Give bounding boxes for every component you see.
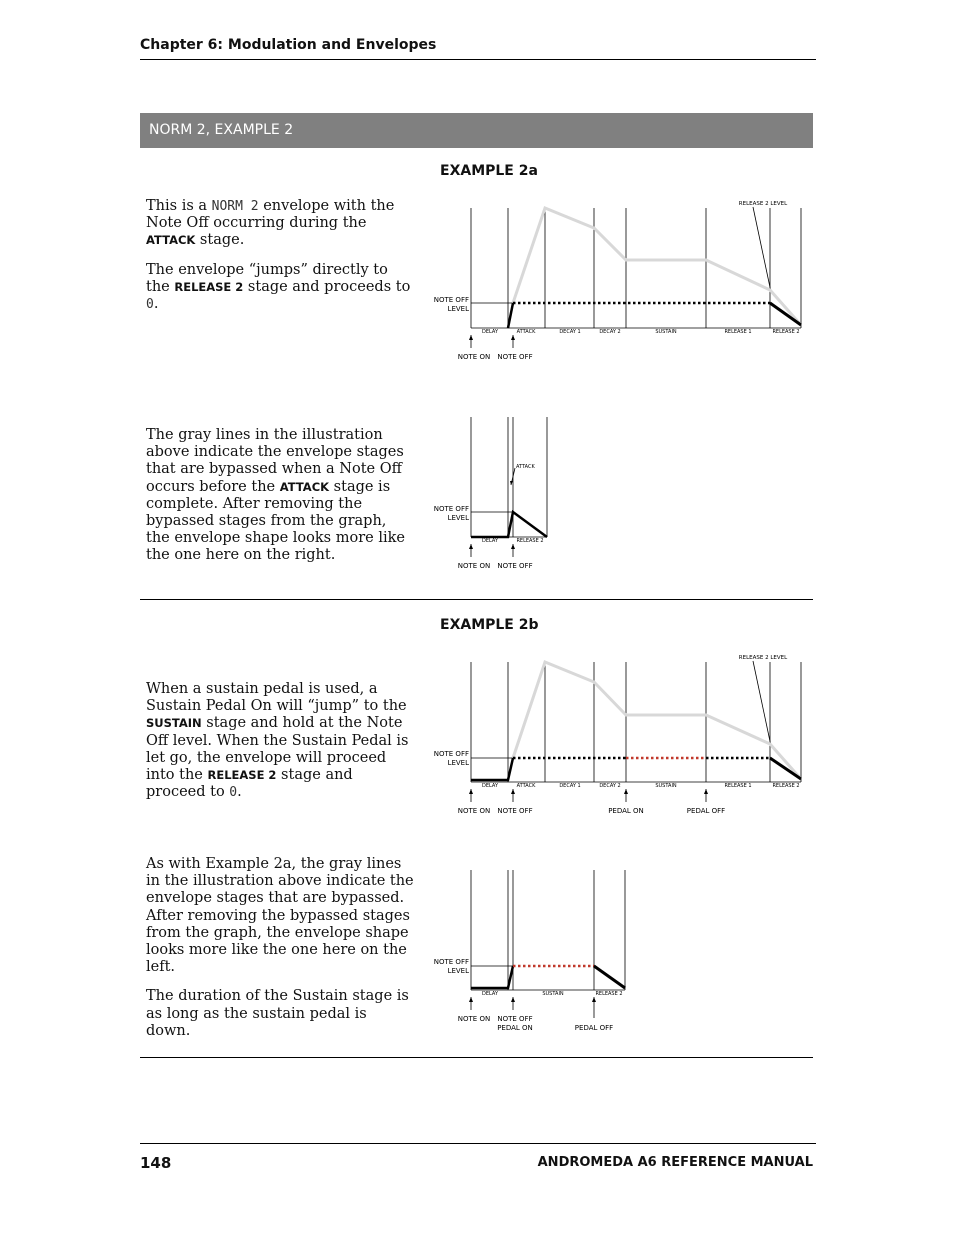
envelope-diagram-2b — [425, 650, 815, 820]
release2-level-label: RELEASE 2 LEVEL — [738, 201, 788, 207]
note-on-label: NOTE ON — [457, 807, 491, 815]
note-on-label: NOTE ON — [457, 1015, 491, 1023]
stage-delay: DELAY — [482, 783, 498, 789]
stage-release2: RELEASE 2 — [516, 538, 544, 544]
stage-sustain: SUSTAIN — [542, 991, 564, 997]
note-off-event-label: NOTE OFF — [497, 353, 533, 361]
example-2a-text — [146, 198, 414, 325]
note-off-event-label: NOTE OFF — [497, 807, 533, 815]
stage-decay2: DECAY 2 — [599, 783, 621, 789]
footer-rule — [140, 1143, 816, 1144]
example-2b-para3: The duration of the Sustain stage is as long as the sustain pedal is down. — [146, 988, 409, 1039]
section-end-rule — [140, 1057, 813, 1058]
stage-delay: DELAY — [482, 329, 498, 335]
example-2b-text — [146, 681, 414, 813]
pedal-on-label: PEDAL ON — [608, 807, 644, 815]
note-off-label: NOTE OFF — [433, 505, 469, 513]
level-label: LEVEL — [447, 514, 469, 522]
envelope-diagram-2a — [425, 195, 815, 370]
stage-decay1: DECAY 1 — [559, 783, 581, 789]
example-2b-para2: As with Example 2a, the gray lines in the illustration above indicate the envelope stages that are bypassed. After removing the bypassed stages from the graph, the envelope shape looks more like the one here on the left. — [146, 856, 414, 976]
manual-title: ANDROMEDA A6 REFERENCE MANUAL — [537, 1155, 813, 1170]
stage-decay1: DECAY 1 — [559, 329, 581, 335]
example-2a-para3: The gray lines in the illustration above indicate the envelope stages that are bypassed when a Note Off occurs before the ATTACK stage is complete. After removing the bypassed stages from the graph, the envelope shape looks more like the one here on the right. — [146, 427, 405, 564]
stage-sustain: SUSTAIN — [655, 329, 677, 335]
pedal-on-label: PEDAL ON — [497, 1024, 533, 1032]
example-2b-para1: When a sustain pedal is used, a Sustain Pedal On will “jump” to the SUSTAIN stage and hold at the Note Off level. When the Sustain Pedal is let go, the envelope will proceed into the RELEASE 2 stage and proceed to 0. — [146, 681, 409, 801]
stage-release2: RELEASE 2 — [595, 991, 623, 997]
note-off-event-label: NOTE OFF — [497, 1015, 533, 1023]
note-off-label: NOTE OFF — [433, 958, 469, 966]
example-2a-para1: This is a NORM 2 envelope with the Note Off occurring during the ATTACK stage. — [146, 198, 395, 249]
chapter-header: Chapter 6: Modulation and Envelopes — [140, 37, 437, 53]
stage-decay2: DECAY 2 — [599, 329, 621, 335]
release2-level-label: RELEASE 2 LEVEL — [738, 655, 788, 661]
stage-delay: DELAY — [482, 538, 498, 544]
example-2a-text-2 — [146, 427, 414, 577]
stage-delay: DELAY — [482, 991, 498, 997]
envelope-diagram-2a-simplified — [425, 412, 565, 577]
pedal-off-label: PEDAL OFF — [686, 807, 726, 815]
envelope-diagram-2b-simplified — [425, 865, 635, 1035]
stage-release2: RELEASE 2 — [772, 783, 800, 789]
header-rule — [140, 59, 816, 60]
level-label: LEVEL — [447, 967, 469, 975]
stage-release1: RELEASE 1 — [724, 329, 752, 335]
example-2b-text-2 — [146, 856, 414, 1052]
note-off-label: NOTE OFF — [433, 750, 469, 758]
stage-release1: RELEASE 1 — [724, 783, 752, 789]
stage-attack: ATTACK — [516, 783, 536, 789]
note-on-label: NOTE ON — [457, 562, 491, 570]
example-2a-para2: The envelope “jumps” directly to the RELEASE 2 stage and proceeds to 0. — [146, 261, 411, 313]
level-label: LEVEL — [447, 759, 469, 767]
pedal-off-label: PEDAL OFF — [574, 1024, 614, 1032]
note-off-label: NOTE OFF — [433, 296, 469, 304]
note-off-event-label: NOTE OFF — [497, 562, 533, 570]
level-label: LEVEL — [447, 305, 469, 313]
section-divider — [140, 599, 813, 600]
stage-release2: RELEASE 2 — [772, 329, 800, 335]
note-on-label: NOTE ON — [457, 353, 491, 361]
stage-attack: ATTACK — [516, 329, 536, 335]
example-2a-label: EXAMPLE 2a — [440, 163, 538, 179]
page-number: 148 — [140, 1154, 172, 1172]
stage-sustain: SUSTAIN — [655, 783, 677, 789]
example-2b-label: EXAMPLE 2b — [440, 617, 539, 633]
attack-annotation: ATTACK — [516, 464, 535, 470]
section-title: NORM 2, EXAMPLE 2 — [140, 113, 813, 148]
